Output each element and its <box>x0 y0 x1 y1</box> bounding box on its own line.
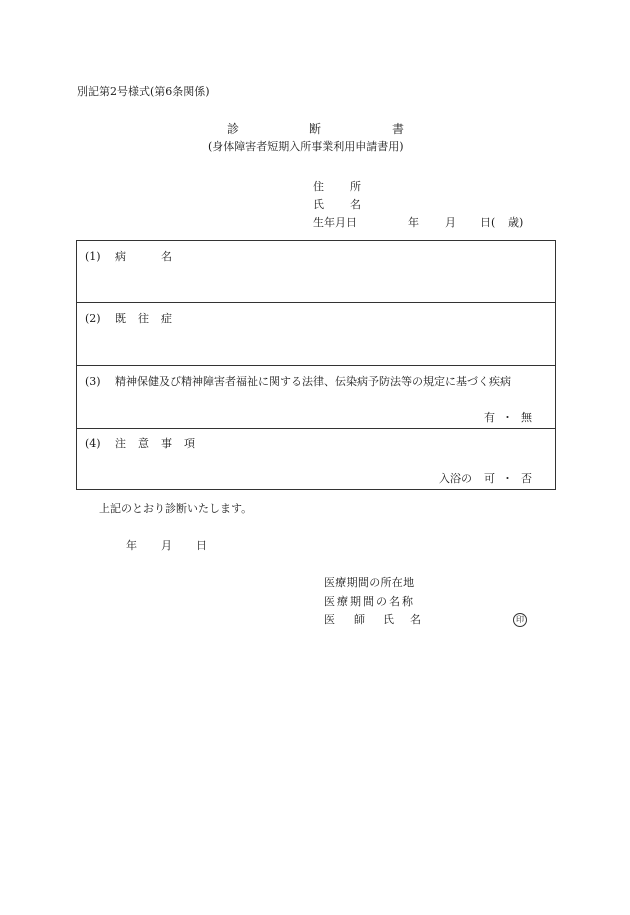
date-year: 年 <box>126 539 137 552</box>
dob-age: 歳) <box>508 216 524 229</box>
section-history <box>77 303 555 366</box>
dob-month: 月 <box>445 216 456 229</box>
section-1-label-2: 名 <box>161 250 172 263</box>
address-label-1: 住 <box>313 180 324 193</box>
title-char-2: 断 <box>309 122 322 136</box>
address-label-2: 所 <box>350 180 361 193</box>
section-1-label-1: 病 <box>115 250 126 263</box>
doctor-label-3: 氏 <box>383 613 394 626</box>
section-3-number: (3) <box>85 375 101 388</box>
choice-separator: ・ <box>502 411 513 424</box>
section-infectious <box>77 366 555 429</box>
choice-no: 無 <box>521 411 532 424</box>
doctor-label-2: 師 <box>354 613 365 626</box>
date-month: 月 <box>161 539 172 552</box>
doctor-label-1: 医 <box>324 613 335 626</box>
name-label-2: 名 <box>350 198 361 211</box>
section-2-label-3: 症 <box>161 312 172 325</box>
section-disease <box>77 241 555 303</box>
diagnosis-table <box>76 240 556 490</box>
section-notes <box>77 429 555 491</box>
form-label: 別記第2号様式(第6条関係) <box>77 85 210 98</box>
choice-yes: 有 <box>484 411 495 424</box>
name-label-1: 氏 <box>313 198 324 211</box>
section-4-label-2: 意 <box>138 437 149 450</box>
choice-not-allowed: 否 <box>521 472 532 485</box>
section-4-label-4: 項 <box>184 437 195 450</box>
seal-mark: 印 <box>513 613 527 627</box>
bath-label: 入浴の <box>439 472 472 485</box>
title-char-1: 診 <box>227 122 240 136</box>
section-3-label: 精神保健及び精神障害者福祉に関する法律、伝染病予防法等の規定に基づく疾病 <box>115 375 511 388</box>
section-4-label-1: 注 <box>115 437 126 450</box>
clinic-location-label: 医療期間の所在地 <box>324 576 415 589</box>
title-char-3: 書 <box>392 122 405 136</box>
section-2-number: (2) <box>85 312 101 325</box>
section-4-number: (4) <box>85 437 101 450</box>
dob-day: 日( <box>480 216 496 229</box>
date-day: 日 <box>196 539 207 552</box>
section-2-label-2: 往 <box>138 312 149 325</box>
section-1-number: (1) <box>85 250 101 263</box>
doctor-label-4: 名 <box>410 613 421 626</box>
clinic-name-label: 医療期間の名称 <box>324 595 415 608</box>
form-subtitle: (身体障害者短期入所事業利用申請書用) <box>208 140 404 153</box>
choice-allowed: 可 <box>484 472 495 485</box>
choice-separator: ・ <box>502 472 513 485</box>
section-4-label-3: 事 <box>161 437 172 450</box>
section-2-label-1: 既 <box>115 312 126 325</box>
certification-statement: 上記のとおり診断いたします。 <box>99 502 253 515</box>
dob-year: 年 <box>408 216 419 229</box>
dob-label: 生年月日 <box>313 216 357 229</box>
